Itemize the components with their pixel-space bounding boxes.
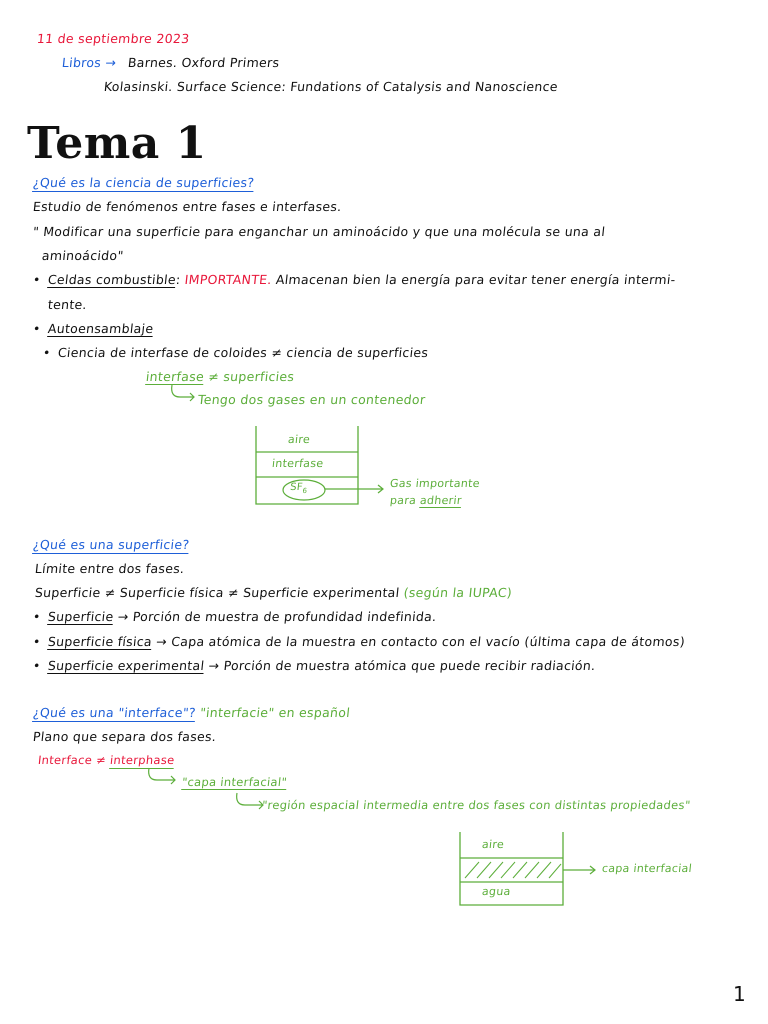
bullet-colloid-science: • Ciencia de interfase de coloides ≠ ciencia de superficies: [57, 345, 429, 360]
book-reference-1: Barnes. Oxford Primers: [127, 55, 281, 70]
arrow-label-gas-line-1: Gas importante: [389, 477, 481, 490]
page-title: Tema 1: [27, 118, 207, 169]
hook-arrow-icon: [145, 768, 185, 788]
arrow-label-gas-line-2: para adherir: [389, 494, 463, 507]
bullet-self-assembly: • Autoensamblaje: [47, 321, 154, 336]
hook-arrow-icon: [168, 385, 198, 405]
books-label: Libros →: [61, 55, 118, 70]
bullet-experimental-surface: • Superficie experimental → Porción de muestra atómica que puede recibir radiación.: [47, 658, 596, 673]
interfacial-layer-term: "capa interfacial": [181, 775, 288, 789]
section-heading-interface: ¿Qué es una "interface"?: [32, 705, 197, 720]
term-fuel-cells: Celdas combustible: [47, 272, 177, 287]
interface-spanish-note: "interfacie" en español: [199, 705, 351, 720]
definition-line: Estudio de fenómenos entre fases e interfases.: [32, 199, 343, 214]
book-reference-2: Kolasinski. Surface Science: Fundations of Catalysis and Nanoscience: [103, 79, 559, 94]
quote-line-1: " Modificar una superficie para enganchar un aminoácido y que una molécula se una al: [32, 224, 607, 239]
layer-air-label: aire: [287, 433, 311, 446]
page-number: 1: [733, 982, 746, 1006]
bullet-fuel-cells-continuation: tente.: [47, 297, 88, 312]
bullet-fuel-cells: • Celdas combustible: IMPORTANTE. Almacenan bien la energía para evitar tener energía intermi-: [47, 272, 676, 287]
note-two-gases: Tengo dos gases en un contenedor: [197, 392, 427, 407]
note-interphase: interfase ≠ superficies: [145, 369, 296, 384]
surface-types-line: Superficie ≠ Superficie física ≠ Superficie experimental (según la IUPAC): [34, 585, 513, 600]
section-heading-surface-science: ¿Qué es la ciencia de superficies?: [32, 175, 256, 190]
iupac-note: (según la IUPAC): [402, 585, 513, 600]
bullet-physical-surface: • Superficie física → Capa atómica de la muestra en contacto con el vacío (última capa de átomos): [47, 634, 686, 649]
sf6-label: $SF_6$: [289, 482, 308, 495]
interface-definition: Plano que separa dos fases.: [32, 729, 218, 744]
layer-water-label: agua: [481, 885, 512, 898]
interfacial-layer-definition: "región espacial intermedia entre dos fases con distintas propiedades": [261, 798, 692, 812]
section-heading-surface: ¿Qué es una superficie?: [32, 537, 191, 552]
interface-vs-interphase: Interface ≠ interphase: [37, 753, 176, 767]
important-label: IMPORTANTE.: [183, 272, 273, 287]
quote-line-2: aminoácido": [41, 248, 125, 263]
interfacial-layer-arrow-label: capa interfacial: [601, 862, 693, 875]
section-heading-interface-row: [32, 705, 351, 720]
date: 11 de septiembre 2023: [36, 31, 191, 46]
layer-air-label-2: aire: [481, 838, 505, 851]
bullet-surface: • Superficie → Porción de muestra de profundidad indefinida.: [47, 609, 437, 624]
layer-interphase-label: interfase: [271, 457, 325, 470]
surface-definition: Límite entre dos fases.: [34, 561, 186, 576]
